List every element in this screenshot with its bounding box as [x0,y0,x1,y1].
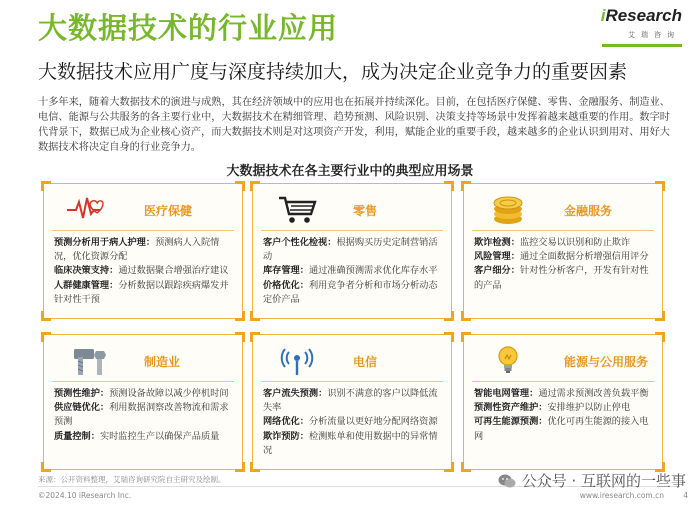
card-item [474,387,654,401]
card-item-value: 预测病人入院情况，优化资源分配 [54,237,220,263]
card-item-value: 针对性分析客户，开发有针对性的产品 [474,265,649,291]
card-label: 能源与公用服务 [564,355,649,369]
card-divider [261,381,443,382]
card-divider [472,381,654,382]
card-item-value: 通过全面数据分析增强信用评分 [519,251,649,263]
card-item-value: 识别不满意的客户以降低流失率 [263,388,438,414]
lightbulb-icon [486,343,530,377]
industry-card [252,183,452,319]
card-corner [250,181,260,191]
card-corner [235,332,245,342]
card-item-value: 实时监控生产以确保产品质量 [99,430,220,442]
card-divider [52,381,234,382]
card-item [263,264,443,278]
card-body [54,236,234,307]
card-divider [261,230,443,231]
card-item-key: 客户个性化检视： [263,237,337,248]
shopping-cart-icon [275,192,319,226]
card-item-key: 客户流失预测： [263,388,328,399]
page-title: 大数据技术的行业应用 [38,11,339,45]
industry-card [252,334,452,470]
card-corner [250,462,260,472]
card-item [54,264,234,278]
card-corner [444,181,454,191]
card-item-key: 供应链优化： [54,402,110,414]
card-corner [250,332,260,342]
card-header [472,190,656,228]
card-item [54,401,234,429]
card-item-value: 分析数据以跟踪疾病爆发并针对性干预 [54,279,229,305]
card-item-value: 预测设备故障以减少停机时间 [109,388,229,399]
card-item [263,430,443,458]
card-item [474,415,654,443]
card-item-key: 客户细分： [474,265,520,277]
card-item-value: 利用竞争者分析和市场分析动态定价产品 [263,279,438,305]
card-item-key: 预测性资产维护： [474,402,548,414]
source-note: 来源：公开资料整理，艾瑞咨询研究院自主研究及绘制。 [38,475,226,484]
industry-card [43,183,243,319]
card-divider [52,230,234,231]
card-item-key: 价格优化： [263,279,309,291]
coins-icon [486,192,530,226]
card-corner [235,181,245,191]
card-corner [461,181,471,191]
logo-cn: 艾瑞咨询 [628,31,680,39]
card-label: 金融服务 [564,204,613,218]
card-item [474,264,654,292]
card-item [54,279,234,307]
card-header [472,341,656,379]
card-label: 制造业 [144,355,181,369]
industry-card [43,334,243,470]
card-corner [461,462,471,472]
card-item [54,430,234,444]
card-body [263,236,443,307]
card-item-value: 通过需求预测改善负载平衡 [538,388,649,399]
card-corner [444,311,454,321]
card-item [474,250,654,264]
logo-bar [602,44,682,47]
signal-tower-icon [275,343,319,377]
card-body [54,387,234,444]
heartbeat-icon [66,192,110,226]
card-item [263,415,443,429]
card-item [263,279,443,307]
card-header [52,341,236,379]
intro-paragraph: 十多年来，随着大数据技术的演进与成熟，其在经济领域中的应用也在拓展并持续深化。目前，在包括医疗保健、零售、金融服务、制造业、电信、能源与公共服务的各主要行业中，大数据技术在精细管理、趋势预测、风险识别、决策支持等场景中发挥着越来越重要的作用。数字时代背景下，数据已成为企业核心资产，而大数据技术则是对这项资产开发，利用，赋能企业的重要手段，越来越多的企业认识到用对、用好大数据技术将决定自身的行业竞争力。 [38,97,670,153]
card-item-key: 质量控制： [54,430,100,442]
industry-card [463,334,663,470]
card-body [474,236,654,293]
card-item-value: 检测账单和使用数据中的异常情况 [263,430,438,456]
card-item-value: 根据购买历史定制营销活动 [263,237,438,263]
card-corner [41,462,51,472]
card-item [263,387,443,415]
card-item [474,236,654,250]
card-header [261,341,445,379]
wechat-watermark [498,470,686,491]
card-corner [235,311,245,321]
card-corner [461,311,471,321]
card-corner [655,311,665,321]
card-body [263,387,443,458]
watermark-text: 公众号 · 互联网的一些事 [521,472,686,490]
card-item-key: 可再生能源预测： [474,416,548,428]
card-item-value: 安排维护以防止停电 [547,402,631,414]
card-item-key: 库存管理： [263,265,309,277]
card-item-value: 利用数据洞察改善物流和需求预测 [54,402,229,428]
card-item-value: 通过数据聚合增强治疗建议 [118,265,229,277]
card-divider [472,230,654,231]
card-item-value: 监控交易以识别和防止欺诈 [519,237,631,248]
card-item [54,236,234,264]
card-label: 医疗保健 [144,204,193,218]
card-label: 电信 [353,355,378,369]
card-body [474,387,654,444]
copyright: ©2024.10 iResearch Inc. [38,491,132,500]
wechat-icon [498,473,516,489]
card-corner [655,332,665,342]
card-corner [41,181,51,191]
page-subtitle: 大数据技术应用广度与深度持续加大，成为决定企业竞争力的重要因素 [38,61,628,83]
card-header [52,190,236,228]
card-item-value: 优化可再生能源的接入电网 [474,416,649,442]
card-corner [444,332,454,342]
iresearch-logo [602,6,682,46]
bolt-icon [66,343,110,377]
card-item-key: 智能电网管理： [474,388,539,399]
card-header [261,190,445,228]
card-item-key: 欺诈检测： [474,237,520,248]
card-item-key: 临床决策支持： [54,265,119,277]
card-item-key: 网络优化： [263,416,309,428]
card-label: 零售 [353,204,378,218]
industry-card [463,183,663,319]
card-item [474,401,654,415]
card-item-key: 欺诈预防： [263,430,309,442]
card-item-key: 人群健康管理： [54,279,119,291]
card-corner [250,311,260,321]
card-item [263,236,443,264]
card-item-value: 通过准确预测需求优化库存水平 [308,265,438,277]
card-corner [41,311,51,321]
page-number: 4 [683,491,688,500]
card-corner [444,462,454,472]
card-item-value: 分析流量以更好地分配网络资源 [308,416,438,428]
card-corner [461,332,471,342]
card-item [54,387,234,401]
card-corner [41,332,51,342]
card-item-key: 风险管理： [474,251,520,263]
section-title: 大数据技术在各主要行业中的典型应用场景 [226,164,474,179]
card-item-key: 预测性维护： [54,388,110,399]
card-corner [655,181,665,191]
site-url: www.iresearch.com.cn [579,491,664,500]
card-corner [235,462,245,472]
card-item-key: 预测分析用于病人护理： [54,237,156,248]
logo-wordmark: iResearch [600,6,682,25]
